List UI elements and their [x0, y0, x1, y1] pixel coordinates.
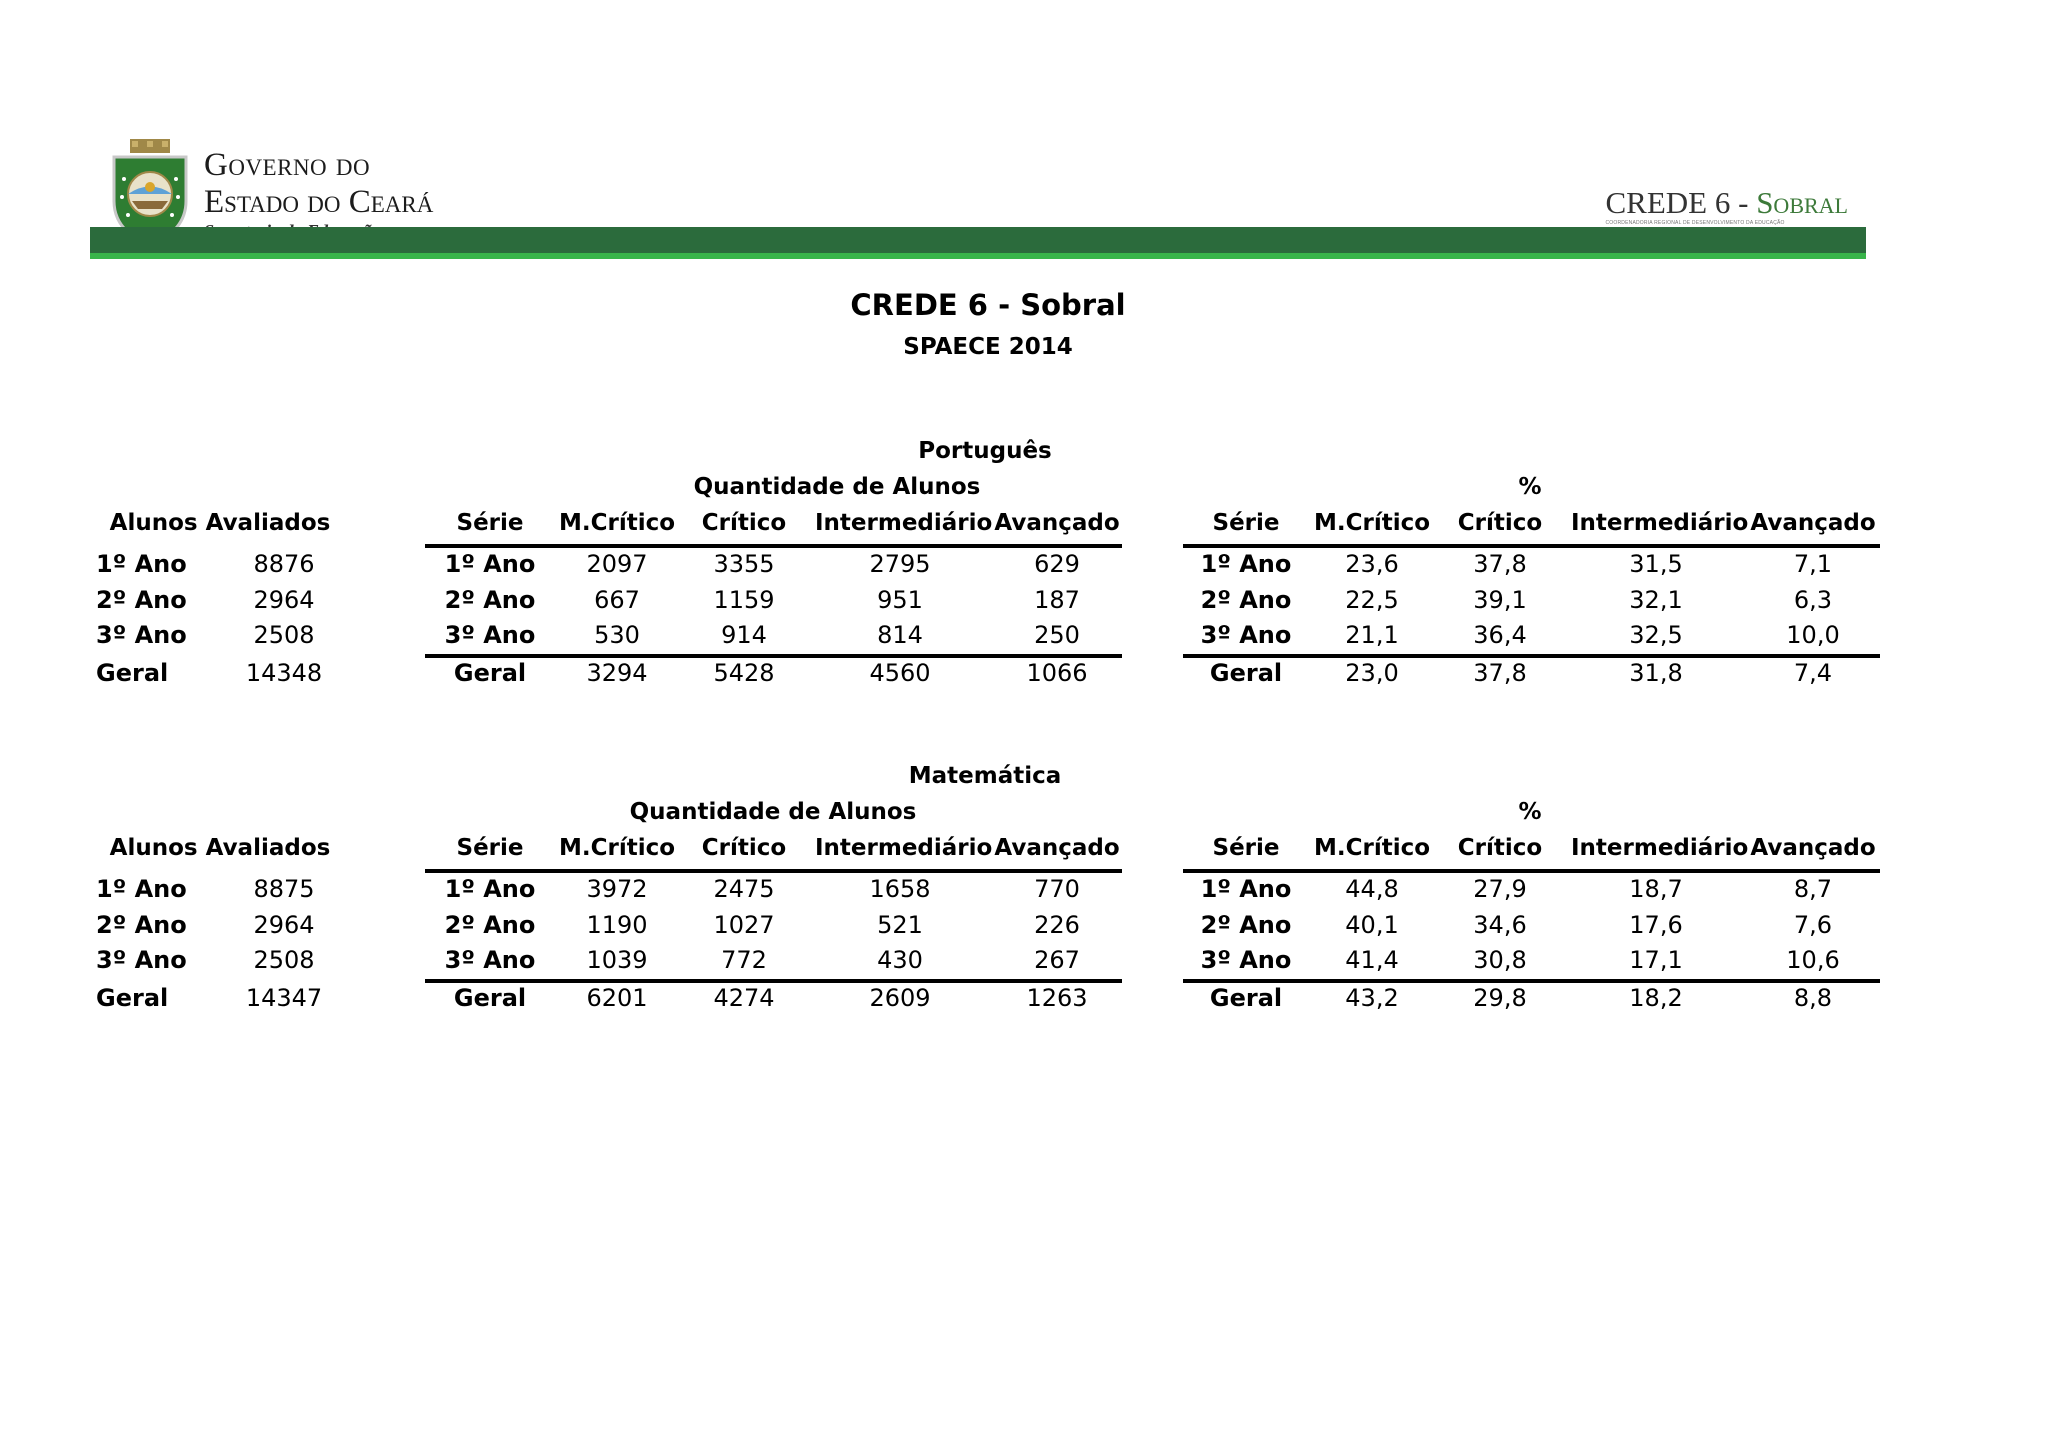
qty-cell-m-critico: 530: [594, 621, 640, 649]
pct-cell-avancado: 8,7: [1793, 875, 1833, 903]
qty-column-header: Intermediário: [815, 835, 993, 861]
pct-column-header: Intermediário: [1571, 835, 1749, 861]
pct-cell-intermediario: 32,1: [1629, 585, 1683, 614]
qty-cell-intermediario: 521: [877, 910, 923, 939]
qty-column-header: Avançado: [994, 510, 1120, 536]
section-title: Matemática: [908, 763, 1062, 789]
pct-header-rule: [1183, 544, 1880, 548]
pct-row-label: 1º Ano: [1200, 875, 1292, 903]
qty-cell-critico: 914: [721, 621, 767, 649]
qty-cell-critico: 5428: [713, 659, 775, 687]
pct-row-label: 3º Ano: [1200, 621, 1292, 649]
pct-cell-critico: 37,8: [1473, 550, 1527, 578]
pct-row-label: Geral: [1209, 659, 1283, 687]
pct-cell-critico: 39,1: [1473, 585, 1527, 614]
qty-cell-intermediario: 2609: [869, 984, 931, 1012]
avaliados-row-label: 3º Ano: [96, 621, 187, 649]
qty-column-header: Intermediário: [815, 510, 993, 536]
qty-cell-avancado: 629: [1034, 550, 1080, 578]
qty-row-label: 1º Ano: [444, 875, 536, 903]
qty-row-label: Geral: [453, 659, 527, 687]
pct-cell-m-critico: 23,0: [1345, 659, 1399, 687]
gov-line1-text: Governo do: [204, 147, 371, 183]
pct-row-label: 2º Ano: [1200, 585, 1292, 614]
pct-cell-m-critico: 43,2: [1345, 984, 1399, 1012]
crede-logo: [1605, 187, 1848, 226]
qty-cell-avancado: 267: [1034, 946, 1080, 974]
avaliados-row-label: 1º Ano: [96, 550, 187, 578]
qty-total-rule: [425, 654, 1122, 658]
pct-column-header: Série: [1212, 835, 1280, 861]
avaliados-row-value: 14347: [245, 984, 323, 1012]
avaliados-row-value: 2964: [253, 585, 315, 614]
percent-header: %: [1518, 799, 1542, 825]
avaliados-row-label: Geral: [96, 984, 169, 1012]
gov-line2-text: Estado do Ceará: [204, 184, 434, 220]
qty-column-header: Série: [456, 510, 524, 536]
qty-cell-critico: 3355: [713, 550, 775, 578]
qty-cell-intermediario: 951: [877, 585, 923, 614]
pct-cell-avancado: 7,4: [1793, 659, 1833, 687]
crede-logo-city: Sobral: [1756, 185, 1848, 220]
qty-cell-avancado: 1066: [1026, 659, 1088, 687]
avaliados-row-value: 8876: [253, 550, 315, 578]
pct-row-label: 2º Ano: [1200, 910, 1292, 939]
qty-row-label: 2º Ano: [444, 585, 536, 614]
qty-cell-intermediario: 2795: [869, 550, 931, 578]
pct-row-label: 3º Ano: [1200, 946, 1292, 974]
pct-column-header: Avançado: [1750, 510, 1876, 536]
pct-cell-m-critico: 41,4: [1345, 946, 1399, 974]
avaliados-row-label: Geral: [96, 659, 169, 687]
quantidade-header: Quantidade de Alunos: [629, 799, 917, 825]
qty-cell-m-critico: 2097: [586, 550, 648, 578]
pct-row-label: 1º Ano: [1200, 550, 1292, 578]
qty-cell-m-critico: 1039: [586, 946, 648, 974]
pct-column-header: M.Crítico: [1313, 510, 1431, 536]
qty-total-rule: [425, 979, 1122, 983]
qty-row-label: Geral: [453, 984, 527, 1012]
qty-row-label: 3º Ano: [444, 946, 536, 974]
pct-cell-intermediario: 18,2: [1629, 984, 1683, 1012]
qty-cell-m-critico: 3972: [586, 875, 648, 903]
pct-header-rule: [1183, 869, 1880, 873]
pct-cell-m-critico: 21,1: [1345, 621, 1399, 649]
pct-total-rule: [1183, 979, 1880, 983]
pct-cell-intermediario: 17,1: [1629, 946, 1683, 974]
qty-header-rule: [425, 544, 1122, 548]
qty-cell-avancado: 250: [1034, 621, 1080, 649]
pct-cell-avancado: 6,3: [1793, 585, 1833, 614]
header-bar-dark: [90, 227, 1866, 253]
qty-cell-m-critico: 6201: [586, 984, 648, 1012]
avaliados-row-label: 1º Ano: [96, 875, 187, 903]
pct-cell-avancado: 8,8: [1793, 984, 1833, 1012]
qty-column-header: M.Crítico: [558, 510, 676, 536]
qty-cell-intermediario: 814: [877, 621, 923, 649]
section-title: Português: [918, 438, 1052, 464]
pct-cell-m-critico: 40,1: [1345, 910, 1399, 939]
qty-column-header: Série: [456, 835, 524, 861]
pct-cell-m-critico: 44,8: [1345, 875, 1399, 903]
qty-column-header: Avançado: [994, 835, 1120, 861]
qty-cell-intermediario: 4560: [869, 659, 931, 687]
pct-cell-intermediario: 31,5: [1629, 550, 1683, 578]
qty-row-label: 3º Ano: [444, 621, 536, 649]
qty-cell-avancado: 226: [1034, 910, 1080, 939]
pct-cell-intermediario: 17,6: [1629, 910, 1683, 939]
pct-column-header: Crítico: [1457, 835, 1543, 861]
avaliados-row-label: 2º Ano: [96, 585, 187, 614]
pct-cell-critico: 36,4: [1473, 621, 1527, 649]
page-subtitle: SPAECE 2014: [903, 334, 1073, 360]
avaliados-row-value: 2508: [253, 621, 315, 649]
avaliados-row-value: 8875: [253, 875, 315, 903]
qty-header-rule: [425, 869, 1122, 873]
qty-cell-critico: 2475: [713, 875, 775, 903]
qty-row-label: 2º Ano: [444, 910, 536, 939]
qty-cell-avancado: 1263: [1026, 984, 1088, 1012]
pct-cell-m-critico: 23,6: [1345, 550, 1399, 578]
qty-cell-m-critico: 3294: [586, 659, 648, 687]
pct-total-rule: [1183, 654, 1880, 658]
qty-column-header: Crítico: [701, 835, 787, 861]
pct-cell-avancado: 10,0: [1786, 621, 1840, 649]
pct-cell-critico: 29,8: [1473, 984, 1527, 1012]
pct-cell-intermediario: 32,5: [1629, 621, 1683, 649]
qty-cell-critico: 4274: [713, 984, 775, 1012]
pct-column-header: M.Crítico: [1313, 835, 1431, 861]
qty-cell-avancado: 187: [1034, 585, 1080, 614]
pct-cell-avancado: 7,6: [1793, 910, 1833, 939]
pct-column-header: Série: [1212, 510, 1280, 536]
qty-column-header: M.Crítico: [558, 835, 676, 861]
avaliados-row-label: 2º Ano: [96, 910, 187, 939]
pct-cell-critico: 37,8: [1473, 659, 1527, 687]
qty-cell-intermediario: 1658: [869, 875, 931, 903]
alunos-avaliados-header: Alunos Avaliados: [109, 510, 331, 536]
quantidade-header: Quantidade de Alunos: [693, 474, 981, 500]
pct-cell-avancado: 10,6: [1786, 946, 1840, 974]
qty-cell-m-critico: 1190: [586, 910, 648, 939]
qty-cell-critico: 772: [721, 946, 767, 974]
avaliados-row-label: 3º Ano: [96, 946, 187, 974]
page-header: [90, 135, 1866, 255]
crede-logo-sep: -: [1730, 185, 1757, 220]
qty-cell-critico: 1159: [713, 585, 775, 614]
pct-cell-intermediario: 31,8: [1629, 659, 1683, 687]
page-title: CREDE 6 - Sobral: [850, 288, 1126, 322]
alunos-avaliados-header: Alunos Avaliados: [109, 835, 331, 861]
pct-cell-critico: 27,9: [1473, 875, 1527, 903]
header-bar-light: [90, 253, 1866, 259]
pct-cell-critico: 34,6: [1473, 910, 1527, 939]
avaliados-row-value: 2508: [253, 946, 315, 974]
pct-cell-critico: 30,8: [1473, 946, 1527, 974]
qty-cell-intermediario: 430: [877, 946, 923, 974]
avaliados-row-value: 2964: [253, 910, 315, 939]
pct-column-header: Crítico: [1457, 510, 1543, 536]
qty-cell-m-critico: 667: [594, 585, 640, 614]
qty-cell-avancado: 770: [1034, 875, 1080, 903]
crede-logo-tagline: COORDENADORIA REGIONAL DE DESENVOLVIMENTO DA EDUCAÇÃO: [1605, 220, 1785, 226]
crede-logo-main: CREDE 6: [1605, 185, 1731, 220]
qty-row-label: 1º Ano: [444, 550, 536, 578]
pct-column-header: Intermediário: [1571, 510, 1749, 536]
qty-cell-critico: 1027: [713, 910, 775, 939]
pct-cell-m-critico: 22,5: [1345, 585, 1399, 614]
pct-cell-intermediario: 18,7: [1629, 875, 1683, 903]
pct-row-label: Geral: [1209, 984, 1283, 1012]
percent-header: %: [1518, 474, 1542, 500]
pct-column-header: Avançado: [1750, 835, 1876, 861]
pct-cell-avancado: 7,1: [1793, 550, 1833, 578]
qty-column-header: Crítico: [701, 510, 787, 536]
avaliados-row-value: 14348: [245, 659, 323, 687]
